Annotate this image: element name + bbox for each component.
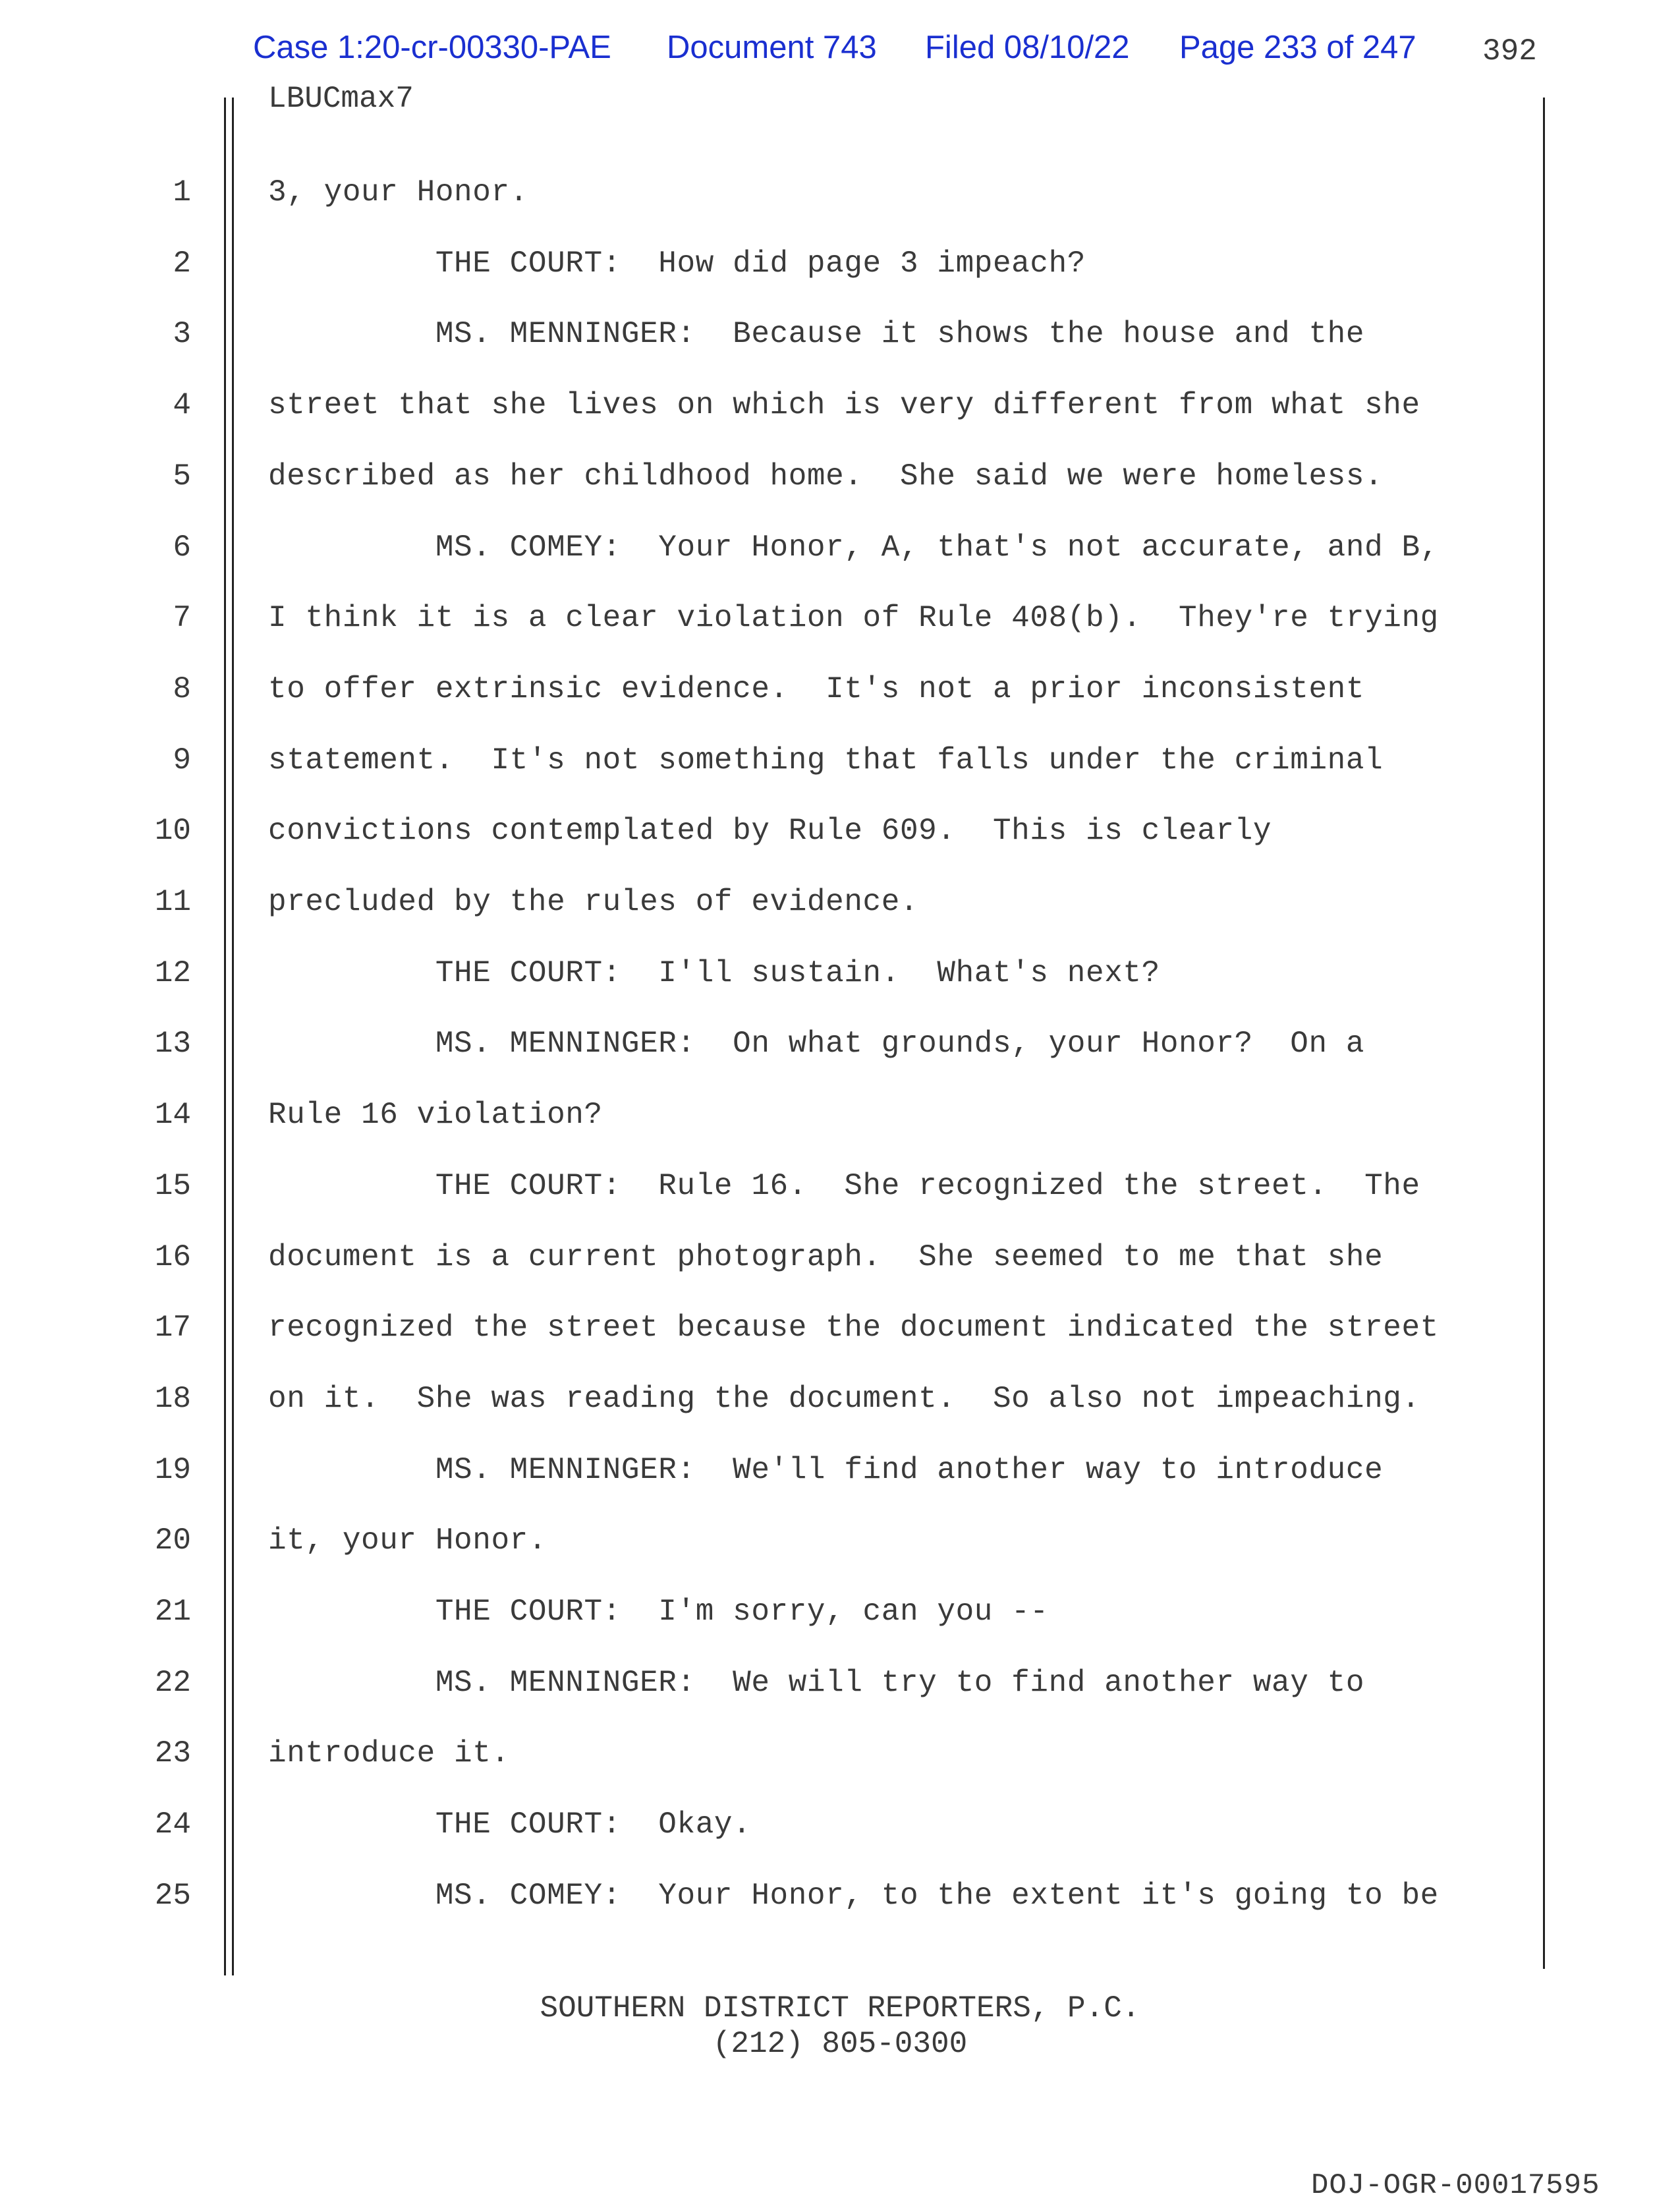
line-number: 16 — [154, 1240, 191, 1274]
transcript-line: MS. MENNINGER: Because it shows the house and the — [268, 317, 1365, 351]
transcript-line: MS. MENNINGER: We will try to find another way to — [268, 1666, 1365, 1700]
transcript-line: 3, your Honor. — [268, 175, 528, 210]
transcript-line: precluded by the rules of evidence. — [268, 885, 919, 919]
transcript-line: MS. MENNINGER: We'll find another way to introduce — [268, 1453, 1384, 1487]
transcript-line: Rule 16 violation? — [268, 1098, 603, 1132]
transcript-line: MS. COMEY: Your Honor, A, that's not accurate, and B, — [268, 530, 1439, 565]
line-number: 20 — [154, 1523, 191, 1558]
transcript-line: I think it is a clear violation of Rule 408(b). They're trying — [268, 601, 1439, 635]
transcript-line: THE COURT: I'm sorry, can you -- — [268, 1595, 1049, 1629]
line-number: 22 — [154, 1666, 191, 1700]
line-number: 21 — [154, 1595, 191, 1629]
line-number: 8 — [173, 672, 191, 706]
line-number: 4 — [173, 388, 191, 422]
line-number: 5 — [173, 459, 191, 494]
reporter-name: SOUTHERN DISTRICT REPORTERS, P.C. — [540, 1991, 1140, 2026]
transcript-line: THE COURT: Okay. — [268, 1807, 752, 1842]
line-number: 11 — [154, 885, 191, 919]
transcript-line: THE COURT: I'll sustain. What's next? — [268, 956, 1160, 990]
line-number: 13 — [154, 1027, 191, 1061]
case-number: Case 1:20-cr-00330-PAE — [253, 30, 611, 65]
transcript-line: it, your Honor. — [268, 1523, 547, 1558]
line-number: 12 — [154, 956, 191, 990]
transcript-line: document is a current photograph. She seemed to me that she — [268, 1240, 1384, 1274]
line-number: 17 — [154, 1311, 191, 1345]
filed-date: Filed 08/10/22 — [925, 30, 1130, 65]
transcript-line: to offer extrinsic evidence. It's not a prior inconsistent — [268, 672, 1365, 706]
transcript-line: described as her childhood home. She said we were homeless. — [268, 459, 1384, 494]
transcript-line: MS. MENNINGER: On what grounds, your Honor? On a — [268, 1027, 1365, 1061]
line-number: 14 — [154, 1098, 191, 1132]
page-of-total: Page 233 of 247 — [1179, 30, 1416, 65]
line-number: 3 — [173, 317, 191, 351]
transcript-line: THE COURT: Rule 16. She recognized the street. The — [268, 1169, 1420, 1203]
line-number: 1 — [173, 175, 191, 210]
left-margin-rule-outer — [224, 98, 226, 1975]
line-number: 24 — [154, 1807, 191, 1842]
transcript-page-number: 392 — [1482, 34, 1537, 69]
transcript-line: THE COURT: How did page 3 impeach? — [268, 246, 1086, 281]
running-head: LBUCmax7 — [268, 82, 414, 116]
line-number: 18 — [154, 1382, 191, 1416]
transcript-line: MS. COMEY: Your Honor, to the extent it's going to be — [268, 1879, 1439, 1913]
line-number: 25 — [154, 1879, 191, 1913]
line-number: 19 — [154, 1453, 191, 1487]
transcript-line: introduce it. — [268, 1736, 510, 1771]
line-number: 6 — [173, 530, 191, 565]
transcript-line: recognized the street because the document indicated the street — [268, 1311, 1439, 1345]
line-number: 23 — [154, 1736, 191, 1771]
reporter-phone: (212) 805-0300 — [712, 2027, 968, 2061]
line-number: 2 — [173, 246, 191, 281]
line-number: 9 — [173, 743, 191, 778]
line-number: 15 — [154, 1169, 191, 1203]
transcript-line: on it. She was reading the document. So also not impeaching. — [268, 1382, 1420, 1416]
line-number: 7 — [173, 601, 191, 635]
transcript-line: convictions contemplated by Rule 609. This is clearly — [268, 814, 1272, 848]
filing-header — [0, 29, 1680, 75]
transcript-line: statement. It's not something that falls under the criminal — [268, 743, 1384, 778]
right-margin-rule — [1543, 98, 1545, 1969]
document-number: Document 743 — [667, 30, 877, 65]
left-margin-rule-inner — [232, 98, 234, 1975]
bates-number: DOJ-OGR-00017595 — [1311, 2169, 1600, 2202]
transcript-line: street that she lives on which is very different from what she — [268, 388, 1420, 422]
line-number: 10 — [154, 814, 191, 848]
